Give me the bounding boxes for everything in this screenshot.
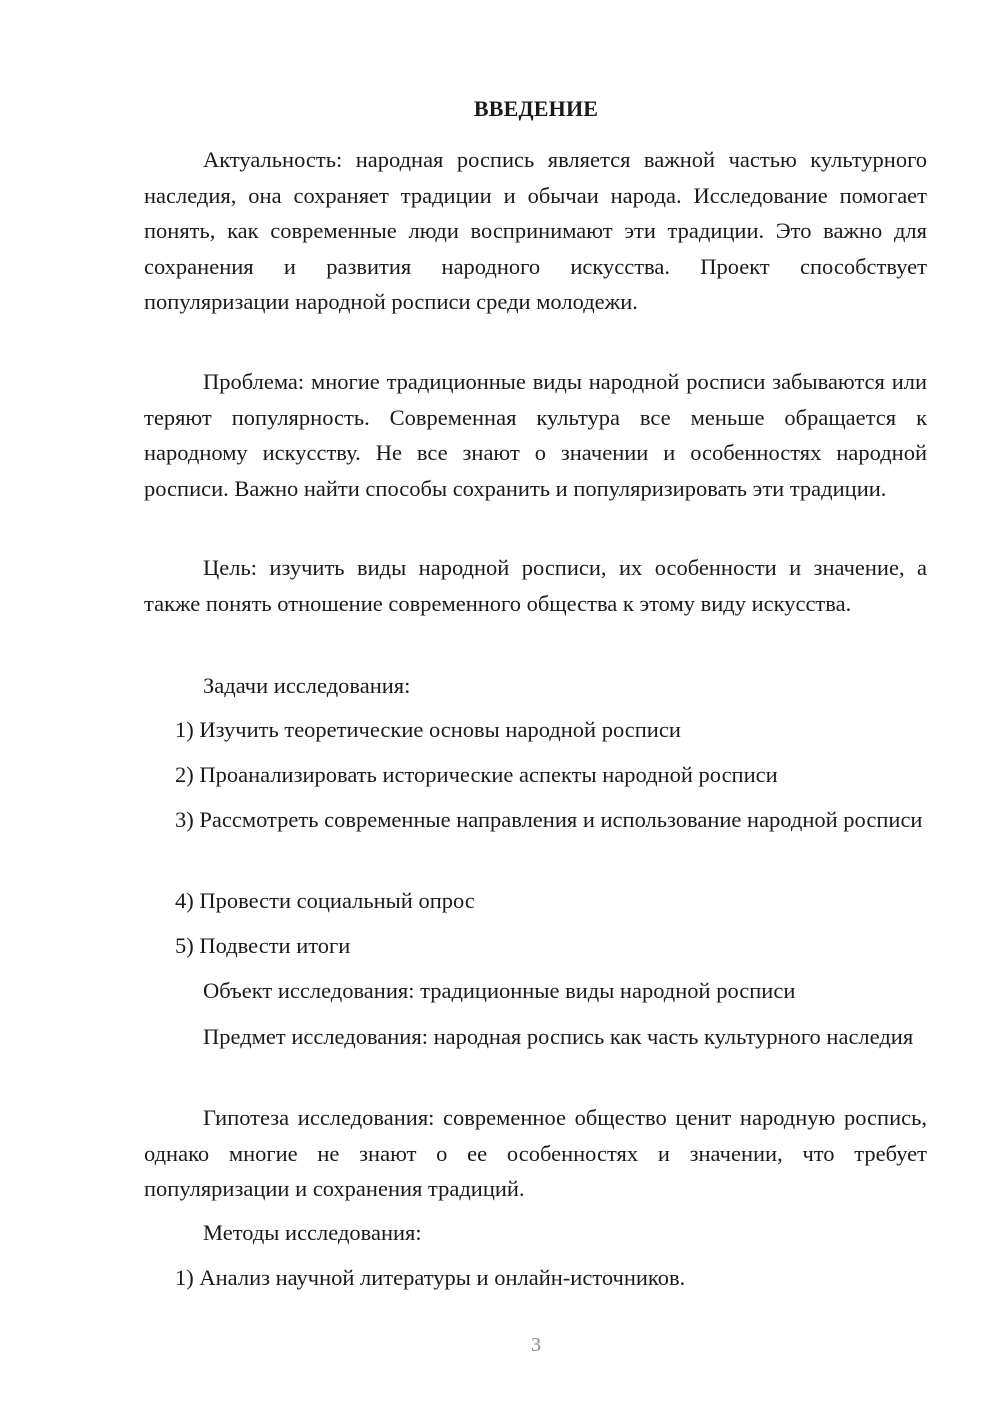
tasks-title: Задачи исследования: [203, 673, 411, 698]
paragraph-hypothesis: Гипотеза исследования: современное общество ценит народную роспись, однако многие не знают о ее особенностях и значении, что требует популяризации и сохранения традиций. [144, 1105, 927, 1201]
methods-title: Методы исследования: [203, 1220, 422, 1245]
task-item-1: 1) Изучить теоретические основы народной росписи [175, 717, 681, 742]
task-item-5: 5) Подвести итоги [175, 933, 351, 958]
method-item-1: 1) Анализ научной литературы и онлайн-источников. [175, 1265, 686, 1290]
paragraph-relevance: Актуальность: народная роспись является важной частью культурного наследия, она сохраняет традиции и обычаи народа. Исследование помогает понять, как современные люди воспринимают эти традиции. Это важно для сохранения и развития народного искусства. Проект способствует популяризации народной росписи среди молодежи. [144, 147, 927, 314]
paragraph-problem: Проблема: многие традиционные виды народной росписи забываются или теряют популярность. Современная культура все меньше обращается к народному искусству. Не все знают о значении и особенностях народной росписи. Важно найти способы сохранить и популяризировать эти традиции. [144, 369, 927, 501]
paragraph-object: Объект исследования: традиционные виды народной росписи [203, 978, 796, 1003]
paragraph-subject: Предмет исследования: народная роспись как часть культурного наследия [203, 1024, 914, 1049]
paragraph-goal: Цель: изучить виды народной росписи, их особенности и значение, а также понять отношение современного общества к этому виду искусства. [144, 555, 927, 616]
section-heading: ВВЕДЕНИЕ [473, 96, 599, 121]
page-number: 3 [531, 1334, 541, 1356]
task-item-3: 3) Рассмотреть современные направления и использование народной росписи [175, 807, 923, 832]
task-item-2: 2) Проанализировать исторические аспекты народной росписи [175, 762, 778, 787]
task-item-4: 4) Провести социальный опрос [175, 888, 475, 913]
